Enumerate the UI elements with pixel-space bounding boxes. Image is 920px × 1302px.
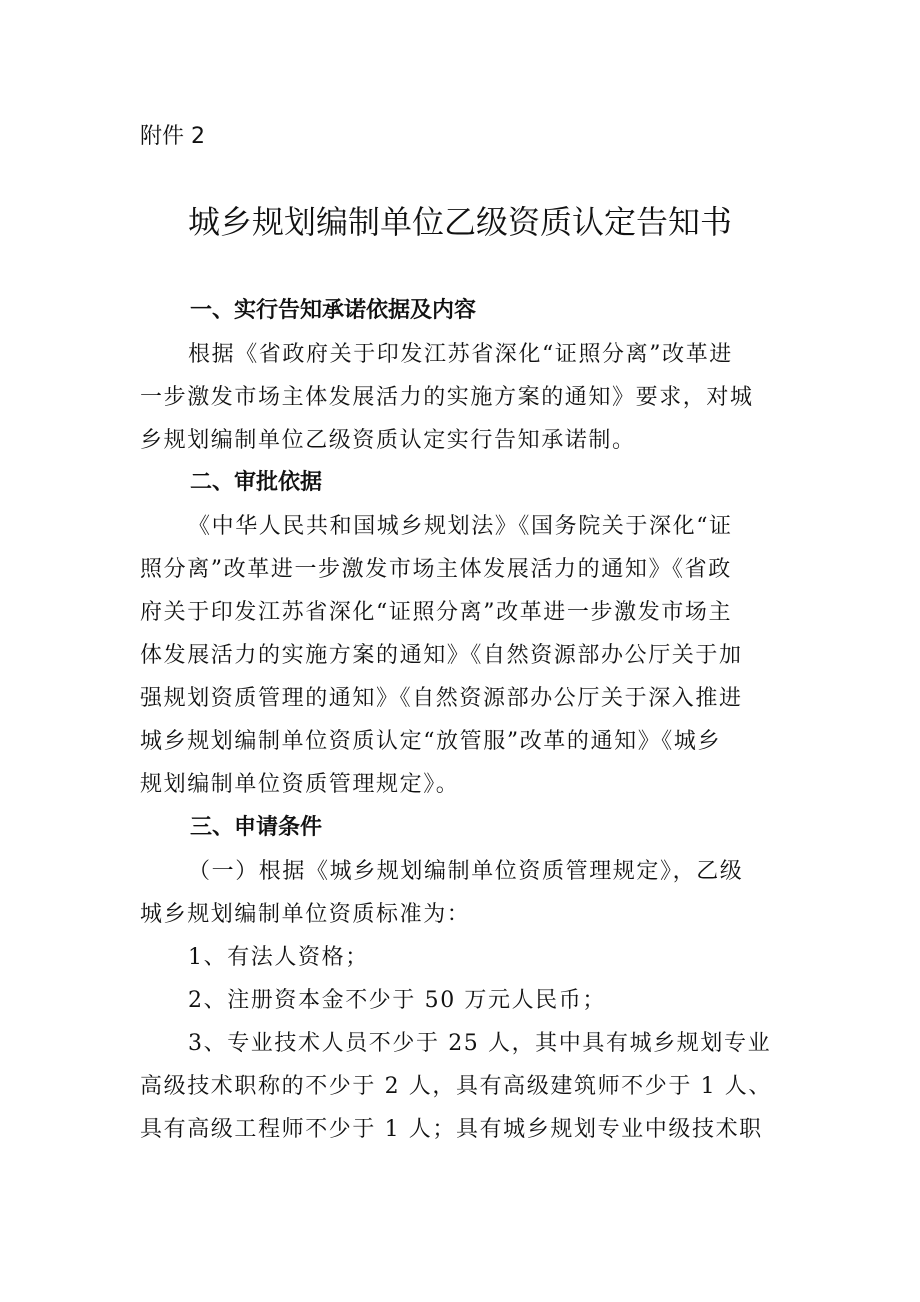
section-2-line: 照分离”改革进一步激发市场主体发展活力的通知》《省政 [140, 557, 732, 582]
section-2-line: 规划编制单位资质管理规定》。 [140, 772, 460, 797]
section-3-line: 2、注册资本金不少于 50 万元人民币； [188, 988, 606, 1013]
section-1-heading: 一、实行告知承诺依据及内容 [190, 298, 477, 323]
section-3-heading: 三、申请条件 [190, 815, 323, 840]
section-1-line: 一步激发市场主体发展活力的实施方案的通知》要求，对城 [140, 385, 754, 410]
section-3-line: 具有高级工程师不少于 1 人；具有城乡规划专业中级技术职 [140, 1117, 763, 1142]
section-3-line: 城乡规划编制单位资质标准为： [140, 902, 471, 927]
section-3-line: 3、专业技术人员不少于 25 人，其中具有城乡规划专业 [188, 1031, 772, 1056]
section-1-line: 乡规划编制单位乙级资质认定实行告知承诺制。 [140, 428, 636, 453]
section-2-line: 城乡规划编制单位资质认定“放管服”改革的通知》《城乡 [140, 729, 722, 754]
attachment-label: 附件 2 [140, 124, 205, 149]
section-2-line: 《中华人民共和国城乡规划法》《国务院关于深化“证 [188, 514, 733, 539]
section-2-line: 强规划资质管理的通知》《自然资源部办公厅关于深入推进 [140, 686, 743, 711]
section-3-line: 1、有法人资格； [188, 945, 369, 970]
section-2-line: 体发展活力的实施方案的通知》《自然资源部办公厅关于加 [140, 643, 743, 668]
section-2-heading: 二、审批依据 [190, 470, 323, 495]
section-3-line: （一）根据《城乡规划编制单位资质管理规定》，乙级 [188, 859, 744, 884]
section-2-line: 府关于印发江苏省深化“证照分离”改革进一步激发市场主 [140, 600, 733, 625]
document-title: 城乡规划编制单位乙级资质认定告知书 [187, 203, 732, 241]
section-3-line: 高级技术职称的不少于 2 人，具有高级建筑师不少于 1 人、 [140, 1074, 772, 1099]
section-1-line: 根据《省政府关于印发江苏省深化“证照分离”改革进 [188, 342, 733, 367]
